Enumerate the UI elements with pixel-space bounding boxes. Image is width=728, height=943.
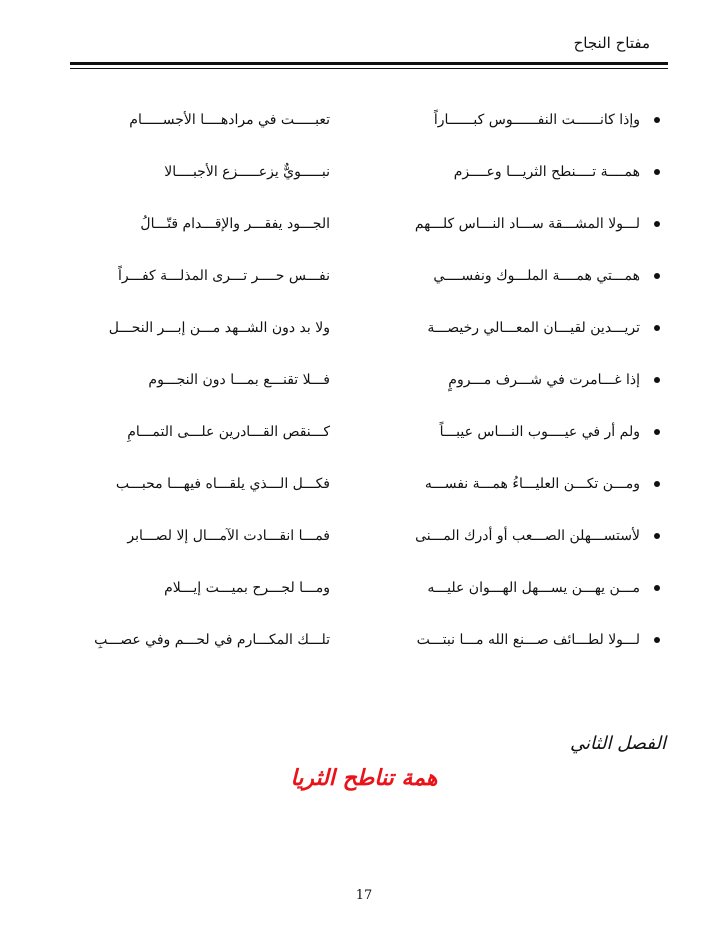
verse-second-hemistich: تلـــك المكـــارم في لحـــم وفي عصـــبِ <box>94 632 330 648</box>
bullet-icon <box>654 221 660 227</box>
verse-row <box>70 420 680 472</box>
verse-row <box>70 108 680 160</box>
verse-second-hemistich: الجـــود يفقـــر والإقـــدام قتّـــالُ <box>140 216 330 232</box>
verse-list <box>70 108 680 680</box>
verse-row <box>70 472 680 524</box>
verse-row <box>70 316 680 368</box>
page-number: 17 <box>355 888 373 903</box>
verse-second-hemistich: فكـــل الـــذي يلقـــاه فيهـــا محبـــب <box>115 476 330 492</box>
bullet-icon <box>654 637 660 643</box>
verse-row <box>70 212 680 264</box>
header-rule-thick <box>70 62 668 65</box>
verse-first-hemistich: ومـــن تكـــن العليـــاءُ همـــة نفســـه <box>424 476 640 492</box>
verse-first-hemistich: همــــة تــــنطح الثريـــا وعــــزم <box>453 164 640 180</box>
bullet-icon <box>654 325 660 331</box>
verse-first-hemistich: تريـــدين لقيـــان المعـــالي رخيصـــة <box>427 320 640 336</box>
header-rule-thin <box>70 68 668 69</box>
chapter-title: همة تناطح الثريا <box>290 765 438 791</box>
verse-second-hemistich: نبـــــويٌّ يزعـــــزع الأجبــــالا <box>164 164 330 180</box>
verse-row <box>70 576 680 628</box>
page-header-title: مفتاح النجاح <box>573 34 650 52</box>
verse-second-hemistich: كـــنقص القـــادرين علـــى التمـــامِ <box>127 424 330 440</box>
verse-second-hemistich: فـــلا تقنـــع بمـــا دون النجـــوم <box>148 372 330 388</box>
bullet-icon <box>654 481 660 487</box>
bullet-icon <box>654 585 660 591</box>
bullet-icon <box>654 117 660 123</box>
bullet-icon <box>654 533 660 539</box>
verse-first-hemistich: ولم أر في عيــــوب النـــاس عيبـــاً <box>439 424 640 440</box>
verse-first-hemistich: لأستســـهلن الصـــعب أو أدرك المـــنى <box>415 528 640 544</box>
verse-row <box>70 524 680 576</box>
verse-first-hemistich: وإذا كانــــــت النفــــــوس كبــــــاراً <box>433 112 640 128</box>
verse-row <box>70 368 680 420</box>
verse-second-hemistich: ومـــا لجـــرح بميـــت إيـــلام <box>164 580 330 596</box>
chapter-label: الفصل الثاني <box>570 733 666 754</box>
verse-second-hemistich: ولا بد دون الشــهد مـــن إبـــر النحـــل <box>108 320 330 336</box>
verse-first-hemistich: لـــولا لطـــائف صـــنع الله مـــا نبتـــت <box>416 632 640 648</box>
bullet-icon <box>654 377 660 383</box>
verse-second-hemistich: تعبـــــت في مرادهــــا الأجســـــام <box>129 112 330 128</box>
bullet-icon <box>654 273 660 279</box>
verse-second-hemistich: فمـــا انقـــادت الآمـــال إلا لصـــابر <box>127 528 330 544</box>
verse-row <box>70 264 680 316</box>
verse-first-hemistich: مـــن يهـــن يســـهل الهـــوان عليـــه <box>427 580 640 596</box>
verse-first-hemistich: إذا غـــامرت في شـــرف مـــرومٍ <box>448 372 640 388</box>
verse-row <box>70 160 680 212</box>
verse-row <box>70 628 680 680</box>
verse-second-hemistich: نفـــس حــــر تـــرى المذلـــة كفـــراً <box>118 268 330 284</box>
verse-first-hemistich: همـــتي همــــة الملـــوك ونفســــي <box>433 268 640 284</box>
bullet-icon <box>654 169 660 175</box>
bullet-icon <box>654 429 660 435</box>
verse-first-hemistich: لـــولا المشـــقة ســـاد النـــاس كلـــهم <box>414 216 640 232</box>
